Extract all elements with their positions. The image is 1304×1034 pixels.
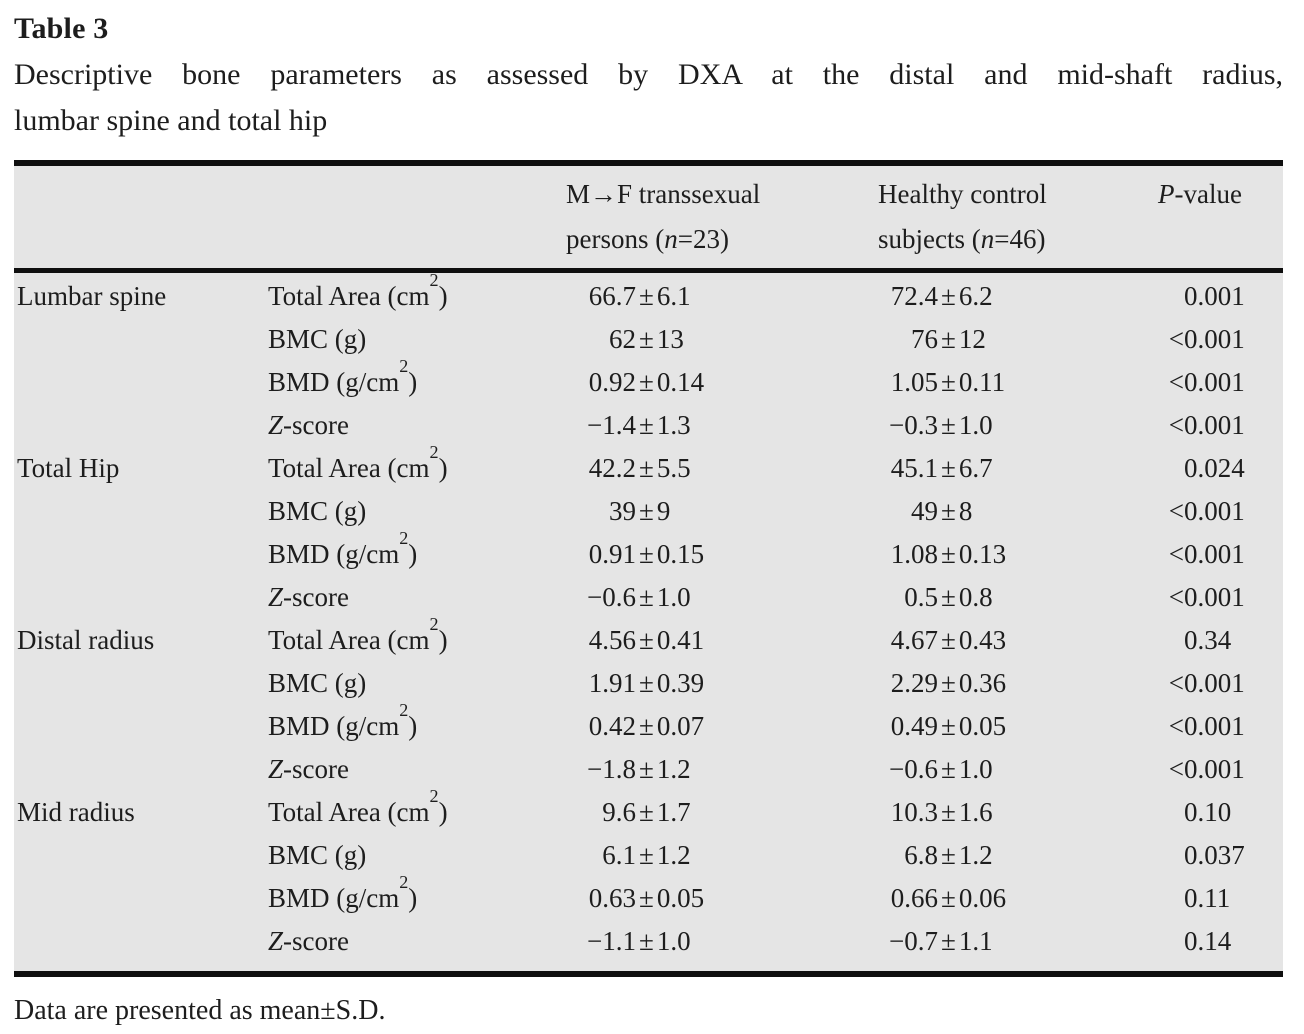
transsexual-value-cell bbox=[566, 576, 878, 619]
pvalue-cell bbox=[1146, 361, 1283, 404]
plus-minus-sign: ± bbox=[639, 496, 654, 526]
transsexual-value-cell bbox=[566, 404, 878, 447]
table-row bbox=[14, 877, 1283, 920]
plus-minus-sign: ± bbox=[639, 539, 654, 569]
pvalue-number: 0.037 bbox=[1184, 840, 1245, 870]
mean-value: −0.6 bbox=[889, 754, 938, 784]
mean-value: 1.91 bbox=[588, 668, 636, 698]
plus-minus-sign: ± bbox=[941, 754, 956, 784]
header-transsexual-group bbox=[566, 166, 878, 271]
plus-minus-sign: ± bbox=[639, 582, 654, 612]
parameter-cell: Total Area $(cm^2)$ bbox=[268, 441, 448, 483]
transsexual-value-cell bbox=[566, 748, 878, 791]
mean-value: −0.7 bbox=[889, 926, 938, 956]
control-value-cell bbox=[878, 834, 1146, 877]
control-value-cell bbox=[878, 748, 1146, 791]
sd-value: 0.43 bbox=[958, 625, 1007, 655]
pvalue-cell bbox=[1146, 619, 1283, 662]
sd-value: 1.2 bbox=[656, 840, 691, 870]
plus-minus-sign: ± bbox=[639, 926, 654, 956]
section-cell: Total Hip bbox=[17, 453, 120, 483]
table-row bbox=[14, 748, 1283, 791]
sd-value: 6.1 bbox=[656, 281, 691, 311]
plus-minus-sign: ± bbox=[639, 754, 654, 784]
mean-value: 0.63 bbox=[588, 883, 636, 913]
plus-minus-sign: ± bbox=[941, 539, 956, 569]
table-body bbox=[14, 271, 1283, 972]
pvalue-number: 0.001 bbox=[1184, 410, 1245, 440]
section-cell bbox=[14, 361, 268, 404]
section-cell bbox=[14, 662, 268, 705]
mean-value: 6.8 bbox=[904, 840, 938, 870]
transsexual-value-cell bbox=[566, 662, 878, 705]
plus-minus-sign: ± bbox=[639, 797, 654, 827]
pvalue-cell bbox=[1146, 877, 1283, 920]
table-row bbox=[14, 791, 1283, 834]
transsexual-value-cell bbox=[566, 834, 878, 877]
less-than-sign: < bbox=[1168, 668, 1184, 698]
less-than-sign: < bbox=[1168, 410, 1184, 440]
sd-value: 6.2 bbox=[958, 281, 993, 311]
sd-value: 1.1 bbox=[958, 926, 993, 956]
parameter-cell: BMD $(g/cm^2)$ bbox=[268, 527, 418, 569]
header-control-line-1: Healthy control bbox=[878, 179, 1047, 209]
section-cell bbox=[14, 533, 268, 576]
mean-value: 6.1 bbox=[602, 840, 636, 870]
mean-value: 4.67 bbox=[890, 625, 938, 655]
plus-minus-sign: ± bbox=[639, 281, 654, 311]
transsexual-value-cell bbox=[566, 791, 878, 834]
table-title: Table 3 bbox=[14, 12, 109, 45]
control-value-cell bbox=[878, 490, 1146, 533]
pvalue-number: 0.001 bbox=[1184, 582, 1245, 612]
sd-value: 1.7 bbox=[656, 797, 691, 827]
sd-value: 0.13 bbox=[958, 539, 1007, 569]
table-row bbox=[14, 361, 1283, 404]
mean-value: 0.49 bbox=[890, 711, 938, 741]
sd-value: 1.3 bbox=[656, 410, 691, 440]
sd-value: 12 bbox=[958, 324, 986, 354]
sd-value: 5.5 bbox=[656, 453, 691, 483]
section-cell: Mid radius bbox=[17, 797, 135, 827]
transsexual-value-cell bbox=[566, 705, 878, 748]
control-value-cell bbox=[878, 447, 1146, 490]
pvalue-number: 0.001 bbox=[1184, 281, 1245, 311]
pvalue-cell bbox=[1146, 404, 1283, 447]
table-row bbox=[14, 662, 1283, 705]
mean-value: 0.5 bbox=[904, 582, 938, 612]
plus-minus-sign: ± bbox=[941, 324, 956, 354]
table-row bbox=[14, 447, 1283, 490]
sd-value: 0.15 bbox=[656, 539, 705, 569]
plus-minus-sign: ± bbox=[639, 883, 654, 913]
mean-value: −1.4 bbox=[587, 410, 636, 440]
pvalue-cell bbox=[1146, 447, 1283, 490]
pvalue-number: 0.001 bbox=[1184, 367, 1245, 397]
pvalue-number: 0.001 bbox=[1184, 711, 1245, 741]
pvalue-cell bbox=[1146, 920, 1283, 971]
sd-value: 13 bbox=[656, 324, 684, 354]
transsexual-value-cell bbox=[566, 361, 878, 404]
mean-value: 1.08 bbox=[890, 539, 938, 569]
mean-value: 49 bbox=[911, 496, 938, 526]
sd-value: 1.0 bbox=[958, 410, 993, 440]
mean-value: 72.4 bbox=[890, 281, 938, 311]
plus-minus-sign: ± bbox=[941, 496, 956, 526]
pvalue-number: 0.001 bbox=[1184, 754, 1245, 784]
parameter-cell: BMC (g) bbox=[268, 496, 367, 526]
control-value-cell bbox=[878, 533, 1146, 576]
mean-value: 45.1 bbox=[890, 453, 938, 483]
header-control-group bbox=[878, 166, 1146, 271]
transsexual-value-cell bbox=[566, 920, 878, 971]
pvalue-cell bbox=[1146, 318, 1283, 361]
plus-minus-sign: ± bbox=[941, 711, 956, 741]
pvalue-cell bbox=[1146, 791, 1283, 834]
pvalue-cell bbox=[1146, 748, 1283, 791]
less-than-sign: < bbox=[1168, 539, 1184, 569]
plus-minus-sign: ± bbox=[941, 453, 956, 483]
pvalue-number: 0.024 bbox=[1184, 453, 1245, 483]
section-cell bbox=[14, 318, 268, 361]
mean-value: −0.6 bbox=[587, 582, 636, 612]
transsexual-value-cell bbox=[566, 619, 878, 662]
table-row bbox=[14, 705, 1283, 748]
table-row bbox=[14, 619, 1283, 662]
header-parameter-cell bbox=[268, 166, 566, 271]
plus-minus-sign: ± bbox=[639, 668, 654, 698]
transsexual-value-cell bbox=[566, 271, 878, 319]
less-than-sign: < bbox=[1168, 754, 1184, 784]
plus-minus-sign: ± bbox=[941, 367, 956, 397]
section-cell bbox=[14, 834, 268, 877]
table-row bbox=[14, 920, 1283, 971]
sd-value: 0.07 bbox=[656, 711, 705, 741]
header-section-cell bbox=[14, 166, 268, 271]
mean-value: 62 bbox=[609, 324, 636, 354]
pvalue-cell bbox=[1146, 271, 1283, 319]
plus-minus-sign: ± bbox=[639, 840, 654, 870]
sd-value: 1.2 bbox=[656, 754, 691, 784]
section-cell bbox=[14, 877, 268, 920]
pvalue-number: 0.14 bbox=[1184, 926, 1232, 956]
table-row bbox=[14, 271, 1283, 319]
parameter-cell: Total Area $(cm^2)$ bbox=[268, 785, 448, 827]
plus-minus-sign: ± bbox=[941, 840, 956, 870]
plus-minus-sign: ± bbox=[639, 453, 654, 483]
mean-value: 10.3 bbox=[890, 797, 938, 827]
parameter-cell: Z-score bbox=[268, 926, 349, 956]
sd-value: 0.36 bbox=[958, 668, 1007, 698]
section-cell bbox=[14, 490, 268, 533]
mean-value: 0.92 bbox=[588, 367, 636, 397]
header-pvalue-cell: P-value bbox=[1146, 166, 1283, 271]
sd-value: 0.8 bbox=[958, 582, 993, 612]
mean-value: 76 bbox=[911, 324, 938, 354]
parameter-cell: BMC (g) bbox=[268, 840, 367, 870]
pvalue-number: 0.001 bbox=[1184, 539, 1245, 569]
plus-minus-sign: ± bbox=[941, 625, 956, 655]
pvalue-cell bbox=[1146, 533, 1283, 576]
sd-value: 9 bbox=[656, 496, 671, 526]
section-cell: Distal radius bbox=[17, 625, 155, 655]
control-value-cell bbox=[878, 877, 1146, 920]
mean-value: 2.29 bbox=[890, 668, 938, 698]
data-table bbox=[14, 166, 1283, 971]
mean-value: −1.8 bbox=[587, 754, 636, 784]
pvalue-cell bbox=[1146, 705, 1283, 748]
table-row bbox=[14, 318, 1283, 361]
control-value-cell bbox=[878, 318, 1146, 361]
plus-minus-sign: ± bbox=[941, 926, 956, 956]
transsexual-value-cell bbox=[566, 877, 878, 920]
mean-value: −1.1 bbox=[587, 926, 636, 956]
sd-value: 8 bbox=[958, 496, 973, 526]
plus-minus-sign: ± bbox=[639, 711, 654, 741]
transsexual-value-cell bbox=[566, 447, 878, 490]
less-than-sign: < bbox=[1168, 496, 1184, 526]
parameter-cell: Z-score bbox=[268, 754, 349, 784]
mean-value: 0.91 bbox=[588, 539, 636, 569]
mean-value: 66.7 bbox=[588, 281, 636, 311]
section-cell bbox=[14, 705, 268, 748]
plus-minus-sign: ± bbox=[941, 883, 956, 913]
table-row bbox=[14, 490, 1283, 533]
sd-value: 1.0 bbox=[656, 582, 691, 612]
plus-minus-sign: ± bbox=[639, 625, 654, 655]
mean-value: 0.66 bbox=[890, 883, 938, 913]
pvalue-cell bbox=[1146, 662, 1283, 705]
less-than-sign: < bbox=[1168, 367, 1184, 397]
plus-minus-sign: ± bbox=[941, 410, 956, 440]
plus-minus-sign: ± bbox=[639, 367, 654, 397]
sd-value: 0.05 bbox=[958, 711, 1007, 741]
parameter-cell: Total Area $(cm^2)$ bbox=[268, 613, 448, 655]
table-row bbox=[14, 834, 1283, 877]
sd-value: 1.6 bbox=[958, 797, 993, 827]
header-control-line-2: subjects (n=46) bbox=[878, 224, 1046, 254]
control-value-cell bbox=[878, 619, 1146, 662]
section-cell: Lumbar spine bbox=[17, 281, 167, 311]
parameter-cell: BMC (g) bbox=[268, 668, 367, 698]
data-table-container bbox=[14, 160, 1283, 977]
plus-minus-sign: ± bbox=[941, 797, 956, 827]
control-value-cell bbox=[878, 576, 1146, 619]
control-value-cell bbox=[878, 662, 1146, 705]
parameter-cell: BMD $(g/cm^2)$ bbox=[268, 699, 418, 741]
sd-value: 6.7 bbox=[958, 453, 993, 483]
pvalue-number: 0.11 bbox=[1184, 883, 1231, 913]
parameter-cell: BMC (g) bbox=[268, 324, 367, 354]
transsexual-value-cell bbox=[566, 490, 878, 533]
parameter-cell: Z-score bbox=[268, 410, 349, 440]
sd-value: 0.11 bbox=[958, 367, 1006, 397]
section-cell bbox=[14, 404, 268, 447]
mean-value: 9.6 bbox=[602, 797, 636, 827]
pvalue-number: 0.001 bbox=[1184, 324, 1245, 354]
transsexual-value-cell bbox=[566, 533, 878, 576]
pvalue-cell bbox=[1146, 576, 1283, 619]
mean-value: 42.2 bbox=[588, 453, 636, 483]
table-header-row bbox=[14, 166, 1283, 271]
mean-value: 1.05 bbox=[890, 367, 938, 397]
sd-value: 0.06 bbox=[958, 883, 1007, 913]
table-footnote: Data are presented as mean±S.D. bbox=[14, 995, 386, 1026]
mean-value: 39 bbox=[609, 496, 636, 526]
table-row bbox=[14, 576, 1283, 619]
sd-value: 0.05 bbox=[656, 883, 705, 913]
table-row bbox=[14, 404, 1283, 447]
parameter-cell: BMD $(g/cm^2)$ bbox=[268, 355, 418, 397]
pvalue-cell bbox=[1146, 834, 1283, 877]
plus-minus-sign: ± bbox=[941, 281, 956, 311]
pvalue-number: 0.10 bbox=[1184, 797, 1232, 827]
pvalue-number: 0.34 bbox=[1184, 625, 1232, 655]
header-transsexual-line-2: persons (n=23) bbox=[566, 224, 729, 254]
control-value-cell bbox=[878, 791, 1146, 834]
sd-value: 1.0 bbox=[656, 926, 691, 956]
sd-value: 1.2 bbox=[958, 840, 993, 870]
control-value-cell bbox=[878, 404, 1146, 447]
plus-minus-sign: ± bbox=[941, 668, 956, 698]
table-caption bbox=[14, 52, 1283, 144]
parameter-cell: BMD $(g/cm^2)$ bbox=[268, 871, 418, 913]
section-cell bbox=[14, 748, 268, 791]
pvalue-cell bbox=[1146, 490, 1283, 533]
control-value-cell bbox=[878, 920, 1146, 971]
transsexual-value-cell bbox=[566, 318, 878, 361]
parameter-cell: Z-score bbox=[268, 582, 349, 612]
header-transsexual-line-1: M→F transsexual bbox=[566, 179, 761, 209]
sd-value: 0.39 bbox=[656, 668, 705, 698]
sd-value: 0.14 bbox=[656, 367, 705, 397]
mean-value: −0.3 bbox=[889, 410, 938, 440]
control-value-cell bbox=[878, 361, 1146, 404]
section-cell bbox=[14, 920, 268, 971]
caption-line-2: lumbar spine and total hip bbox=[14, 104, 328, 137]
plus-minus-sign: ± bbox=[639, 410, 654, 440]
less-than-sign: < bbox=[1168, 711, 1184, 741]
caption-line-1: Descriptive bone parameters as assessed by DXA at the distal and mid-shaft radius, bbox=[14, 58, 1283, 91]
less-than-sign: < bbox=[1168, 582, 1184, 612]
mean-value: 0.42 bbox=[588, 711, 636, 741]
mean-value: 4.56 bbox=[588, 625, 636, 655]
parameter-cell: Total Area $(cm^2)$ bbox=[268, 269, 448, 311]
plus-minus-sign: ± bbox=[639, 324, 654, 354]
plus-minus-sign: ± bbox=[941, 582, 956, 612]
table-row bbox=[14, 533, 1283, 576]
sd-value: 1.0 bbox=[958, 754, 993, 784]
sd-value: 0.41 bbox=[656, 625, 705, 655]
pvalue-number: 0.001 bbox=[1184, 496, 1245, 526]
pvalue-number: 0.001 bbox=[1184, 668, 1245, 698]
control-value-cell bbox=[878, 271, 1146, 319]
control-value-cell bbox=[878, 705, 1146, 748]
less-than-sign: < bbox=[1168, 324, 1184, 354]
section-cell bbox=[14, 576, 268, 619]
